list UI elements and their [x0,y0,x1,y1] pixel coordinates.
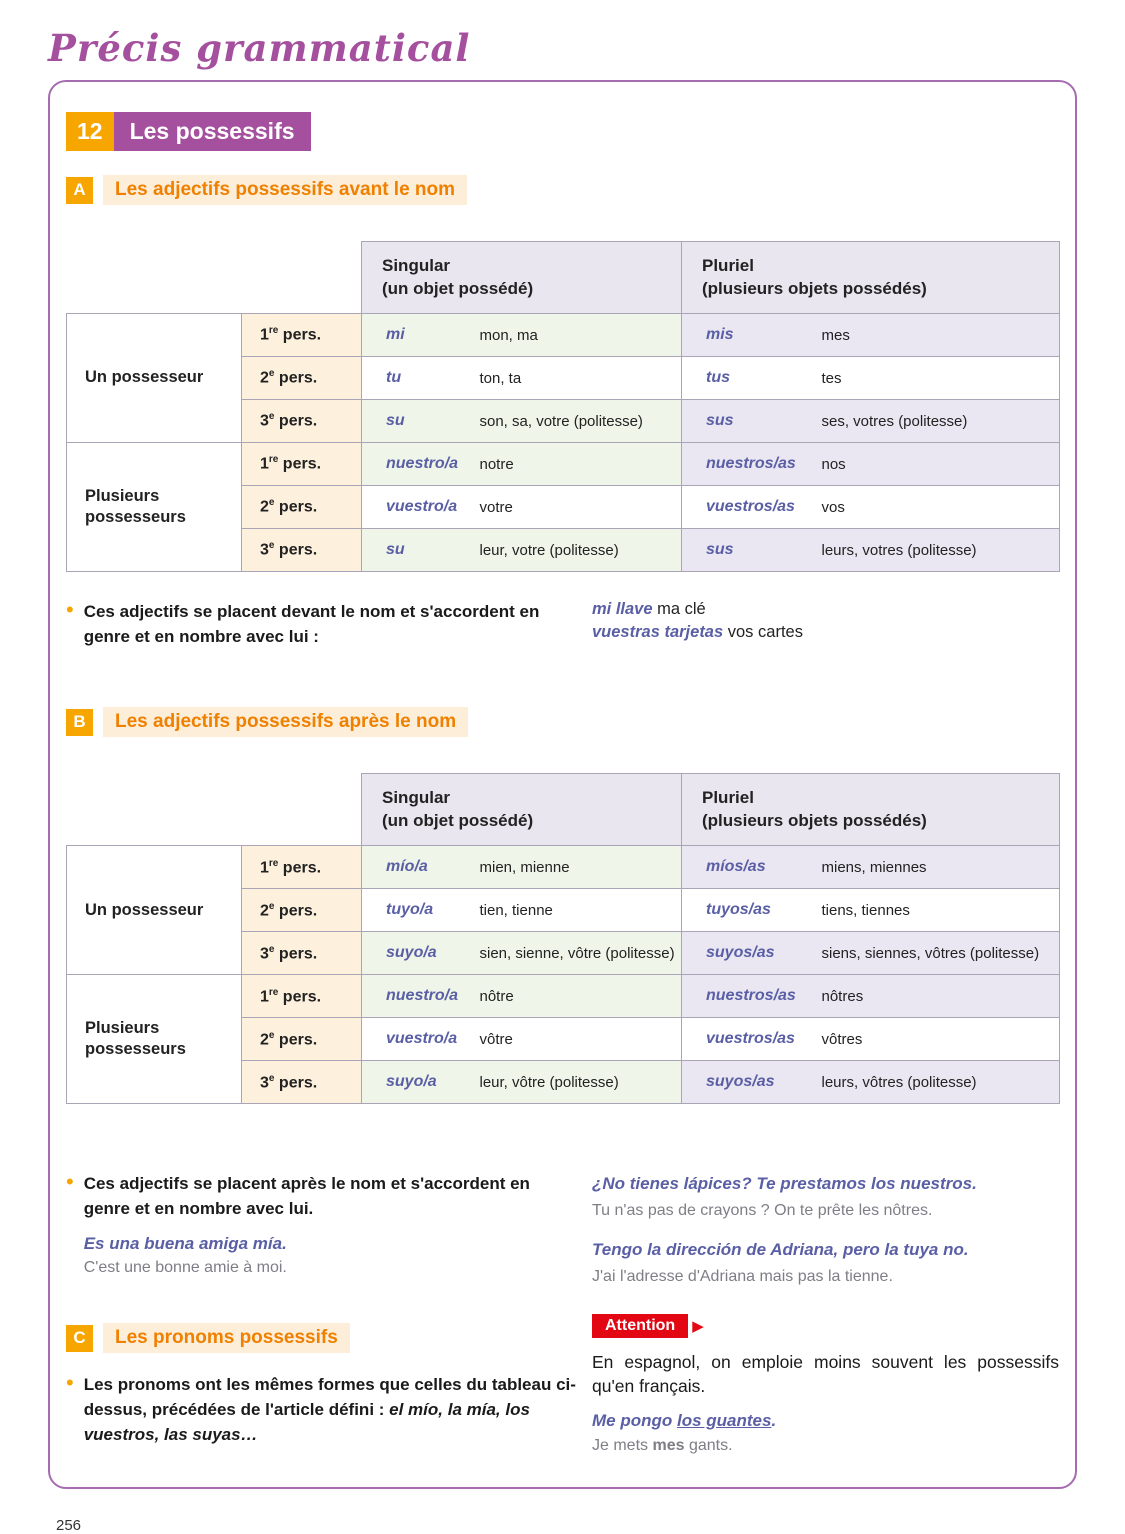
content-frame [48,80,1077,1489]
spanish-word: tus [706,369,730,386]
person-rest: pers. [274,541,318,559]
chapter-number-badge: 12 [66,112,114,151]
singular-spanish-cell [362,932,470,975]
plural-header-cell [682,774,1060,846]
person-rest: pers. [274,412,318,430]
lower-left-column [66,1169,578,1456]
spanish-example: vuestras tarjetas [592,623,724,641]
possessor-group-cell: Un possesseur [67,314,242,443]
plural-spanish-cell [682,846,812,889]
spanish-example: ¿No tienes lápices? Te prestamos los nuestros. [592,1174,977,1194]
spanish-word: nuestro/a [386,987,459,1005]
person-rest: pers. [278,987,322,1005]
table-row [67,314,1060,357]
page-title: Précis grammatical [48,26,471,70]
person-number: 3 [260,412,269,430]
spanish-word: su [386,412,405,429]
french-translation: J'ai l'adresse d'Adriana mais pas la tienne. [592,1267,893,1285]
person-cell [242,1018,362,1061]
table-header-row [67,774,1060,846]
person-number: 2 [260,498,269,516]
person-number: 1 [260,858,269,876]
spanish-word: suyos/as [706,944,775,962]
person-sup: e [268,943,275,955]
french-translation: vos cartes [723,623,803,641]
page-number: 256 [56,1516,82,1534]
singular-spanish-cell [362,889,470,932]
person-number: 3 [260,944,269,962]
attention-box [592,1314,1059,1457]
person-number: 1 [260,455,269,473]
spanish-word: tuyo/a [386,901,434,919]
translation-bold: mes [652,1436,685,1454]
possessive-adjectives-after-noun-table [66,773,1060,1104]
spanish-example: Tengo la dirección de Adriana, pero la tuya no. [592,1240,969,1260]
table-row [67,443,1060,486]
spanish-word: mis [706,326,734,343]
singular-french-cell: ton, ta [470,357,682,400]
spanish-word: mi [386,326,405,343]
section-c-badge: C [66,1325,93,1352]
person-cell [242,975,362,1018]
singular-spanish-cell [362,975,470,1018]
singular-french-cell: leur, votre (politesse) [470,529,682,572]
french-translation: Tu n'as pas de crayons ? On te prête les nôtres. [592,1201,933,1219]
section-a-heading [66,175,1059,205]
lower-right-column [592,1172,1059,1456]
spanish-word: tuyos/as [706,901,771,919]
plural-spanish-cell [682,486,812,529]
plural-french-cell: nôtres [812,975,1060,1018]
singular-header-subtitle: (un objet possédé) [382,810,534,830]
plural-spanish-cell [682,932,812,975]
person-cell [242,400,362,443]
note-b-block [84,1172,578,1279]
spanish-word: vuestros/as [706,1030,795,1048]
lower-notes-area [66,1169,1059,1456]
spanish-word: vuestro/a [386,1030,458,1048]
possessive-adjectives-before-noun-table [66,241,1060,572]
note-c-text [84,1373,578,1447]
person-sup: e [268,540,275,552]
spanish-word: nuestros/as [706,987,796,1005]
plural-french-cell: miens, miennes [812,846,1060,889]
spanish-word: tu [386,369,402,386]
person-rest: pers. [278,455,322,473]
person-rest: pers. [274,901,318,919]
person-sup: e [268,411,275,423]
person-rest: pers. [274,1073,318,1091]
french-translation: C'est une bonne amie à moi. [83,1259,287,1277]
person-number: 2 [260,901,269,919]
singular-french-cell: notre [470,443,682,486]
french-translation [592,1434,1059,1457]
attention-label: Attention [592,1314,688,1338]
example-line [592,600,1059,619]
spanish-example [592,1409,1059,1434]
bullet-line [66,1169,578,1279]
person-number: 2 [260,1030,269,1048]
plural-french-cell: leurs, votres (politesse) [812,529,1060,572]
possessor-group-cell: Plusieurs possesseurs [67,443,242,572]
table-header-row [67,242,1060,314]
plural-french-cell: ses, votres (politesse) [812,400,1060,443]
bullet-line [66,1370,578,1447]
notes-a-left [66,597,578,649]
plural-spanish-cell [682,1061,812,1104]
singular-header-subtitle: (un objet possédé) [382,278,534,298]
french-translation: ma clé [652,600,706,618]
plural-header-subtitle: (plusieurs objets possédés) [702,278,927,298]
note-b-text: Ces adjectifs se placent après le nom et s'accordent en genre et en nombre avec lui. [83,1174,530,1218]
note-a-text: Ces adjectifs se placent devant le nom et s'accordent en genre et en nombre avec lui : [83,602,540,646]
spanish-word: míos/as [706,858,766,876]
example-pre: Me pongo [592,1410,677,1430]
person-cell [242,932,362,975]
notes-a [66,597,1059,649]
section-b-title: Les adjectifs possessifs après le nom [103,707,468,737]
example-line [592,623,1059,642]
example-post: . [771,1410,777,1430]
singular-spanish-cell [362,529,470,572]
plural-spanish-cell [682,357,812,400]
person-rest: pers. [274,369,318,387]
person-number: 2 [260,369,269,387]
person-rest: pers. [278,858,322,876]
table-row [67,846,1060,889]
plural-french-cell: vos [812,486,1060,529]
singular-spanish-cell [362,400,470,443]
person-rest: pers. [274,944,318,962]
note-c-plain: Les pronoms ont les mêmes formes que celles du tableau ci-dessus, précédées de l'article défini : [83,1375,576,1420]
singular-spanish-cell [362,357,470,400]
chapter-title: Les possessifs [114,112,311,151]
person-number: 3 [260,541,269,559]
spanish-word: sus [706,541,734,558]
singular-header-title: Singular [382,255,451,275]
empty-corner-cell [67,242,362,314]
singular-spanish-cell [362,1018,470,1061]
spanish-word: suyos/as [706,1073,775,1091]
person-cell [242,529,362,572]
spanish-word: nuestro/a [386,455,459,472]
person-sup: re [268,454,279,466]
person-sup: e [268,900,275,912]
plural-header-title: Pluriel [702,787,754,807]
singular-french-cell: son, sa, votre (politesse) [470,400,682,443]
spanish-word: su [386,541,405,558]
possessor-group-cell: Plusieurs possesseurs [67,975,242,1104]
plural-spanish-cell [682,529,812,572]
singular-spanish-cell [362,1061,470,1104]
singular-french-cell: votre [470,486,682,529]
person-cell [242,443,362,486]
plural-spanish-cell [682,400,812,443]
plural-header-subtitle: (plusieurs objets possédés) [702,810,927,830]
person-cell [242,846,362,889]
chapter-heading [66,112,1059,151]
singular-spanish-cell [362,486,470,529]
person-cell [242,486,362,529]
person-cell [242,357,362,400]
person-number: 3 [260,1073,269,1091]
person-rest: pers. [274,498,318,516]
person-cell [242,1061,362,1104]
person-sup: e [268,1029,275,1041]
spanish-word: vuestros/as [706,498,795,515]
plural-spanish-cell [682,889,812,932]
plural-header-title: Pluriel [702,255,754,275]
singular-spanish-cell [362,314,470,357]
section-b-badge: B [66,709,93,736]
section-b-heading [66,707,1059,737]
spanish-word: sus [706,412,734,429]
person-sup: e [268,497,275,509]
plural-spanish-cell [682,1018,812,1061]
bullet-line [66,597,578,649]
section-a-badge: A [66,177,93,204]
singular-spanish-cell [362,443,470,486]
note-c-italic: el mío, la mía, los vuestros, las suyas… [83,1400,530,1444]
spanish-word: nuestros/as [706,455,796,472]
person-sup: e [268,1072,275,1084]
table-row [67,975,1060,1018]
person-rest: pers. [278,326,322,344]
singular-spanish-cell [362,846,470,889]
plural-spanish-cell [682,314,812,357]
bullet-icon: • [66,1370,74,1396]
plural-spanish-cell [682,975,812,1018]
singular-french-cell: mon, ma [470,314,682,357]
section-b-examples [592,1172,1059,1288]
singular-french-cell: vôtre [470,1018,682,1061]
singular-header-title: Singular [382,787,451,807]
spanish-example: mi llave [592,600,653,618]
spanish-word: suyo/a [386,1073,437,1091]
plural-spanish-cell [682,443,812,486]
section-a-title: Les adjectifs possessifs avant le nom [103,175,467,205]
person-sup: e [268,368,275,380]
section-c-title: Les pronoms possessifs [103,1323,350,1353]
singular-french-cell: tien, tienne [470,889,682,932]
person-sup: re [268,857,279,869]
spanish-word: vuestro/a [386,498,458,515]
plural-header-cell [682,242,1060,314]
spanish-example: Es una buena amiga mía. [83,1233,287,1253]
singular-french-cell: mien, mienne [470,846,682,889]
person-cell [242,889,362,932]
attention-header [592,1314,1059,1338]
singular-header-cell [362,774,682,846]
person-sup: re [268,325,279,337]
attention-arrow-icon: ▶ [692,1317,704,1335]
bullet-icon: • [66,597,74,622]
person-sup: re [268,986,279,998]
person-number: 1 [260,987,269,1005]
section-c-heading [66,1323,578,1353]
attention-text: En espagnol, on emploie moins souvent les possessifs qu'en français. [592,1351,1059,1397]
possessor-group-cell: Un possesseur [67,846,242,975]
singular-french-cell: sien, sienne, vôtre (politesse) [470,932,682,975]
translation-pre: Je mets [592,1436,653,1454]
plural-french-cell: leurs, vôtres (politesse) [812,1061,1060,1104]
spanish-word: mío/a [386,858,428,876]
person-rest: pers. [274,1030,318,1048]
person-number: 1 [260,326,269,344]
singular-french-cell: nôtre [470,975,682,1018]
plural-french-cell: nos [812,443,1060,486]
notes-a-examples [592,600,1059,649]
translation-post: gants. [684,1436,733,1454]
example-underlined: los guantes [676,1410,772,1430]
person-cell [242,314,362,357]
singular-header-cell [362,242,682,314]
plural-french-cell: siens, siennes, vôtres (politesse) [812,932,1060,975]
plural-french-cell: tiens, tiennes [812,889,1060,932]
bullet-icon: • [66,1169,74,1195]
plural-french-cell: vôtres [812,1018,1060,1061]
empty-corner-cell [67,774,362,846]
plural-french-cell: mes [812,314,1060,357]
spanish-word: suyo/a [386,944,437,962]
plural-french-cell: tes [812,357,1060,400]
singular-french-cell: leur, vôtre (politesse) [470,1061,682,1104]
